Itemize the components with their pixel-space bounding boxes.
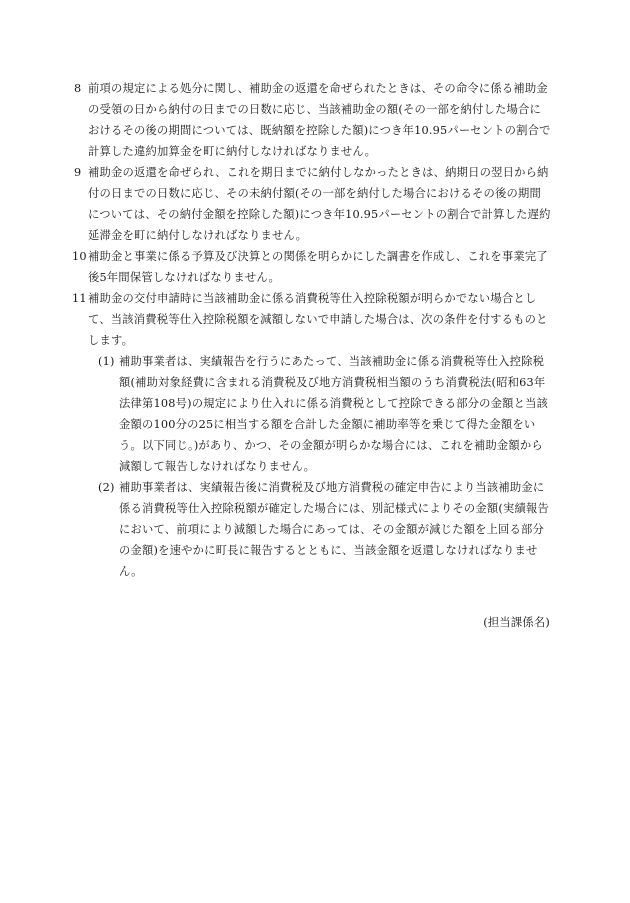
clause-number: 8 <box>74 82 82 95</box>
clause-text: 前項の規定による処分に関し、補助金の返還を命ぜられたときは、その命令に係る補助金の受領の日から納付の日までの日数に応じ、当該補助金の額(その一部を納付した場合におけるその後の期間については、既納額を控除した額)につき年10.95パーセントの割合で計算した違約加算金を町に納付しなければなりません。 <box>88 82 551 158</box>
subclause-number: (2) <box>98 481 115 494</box>
clause-8 <box>74 78 552 162</box>
subclause-1 <box>98 351 552 477</box>
subclause-text: 補助事業者は、実績報告を行うにあたって、当該補助金に係る消費税等仕入控除税額(補助対象経費に含まれる消費税及び地方消費税相当額のうち消費税法(昭和63年法律第108号)の規定により仕入れに係る消費税として控除できる部分の金額と当該金額の100分の25に相当する額を合計した金額に補助率等を乗じて得た金額をいう。以下同じ。)があり、かつ、その金額が明らかな場合には、これを補助金額から減額して報告しなければなりません。 <box>119 355 549 473</box>
subclause-text: 補助事業者は、実績報告後に消費税及び地方消費税の確定申告により当該補助金に係る消費税等仕入控除税額が確定した場合には、別記様式によりその金額(実績報告において、前項により減額した場合にあっては、その金額が減じた額を上回る部分の金額)を速やかに町長に報告するとともに、当該金額を返還しなければなりません。 <box>119 481 549 578</box>
clause-text: 補助金の返還を命ぜられ、これを期日までに納付しなかったときは、納期日の翌日から納付の日までの日数に応じ、その未納付額(その一部を納付した場合におけるその後の期間については、その納付金額を控除した額)につき年10.95パーセントの割合で計算した遅約延滞金を町に納付しなければなりません。 <box>88 166 551 242</box>
clause-10 <box>72 246 552 288</box>
subclause-number: (1) <box>98 355 115 368</box>
subclause-2 <box>98 477 552 582</box>
clause-text: 補助金と事業に係る予算及び決算との関係を明らかにした調書を作成し、これを事業完了後5年間保管しなければなりません。 <box>88 250 548 284</box>
clause-text: 補助金の交付申請時に当該補助金に係る消費税等仕入控除税額が明らかでない場合として、当該消費税等仕入控除税額を減額しないで申請した場合は、次の条件を付するものとします。 <box>88 292 548 347</box>
clause-11 <box>72 288 552 351</box>
clause-number: 10 <box>72 250 87 263</box>
clause-number: 9 <box>74 166 82 179</box>
clause-number: 11 <box>72 292 87 305</box>
department-name: (担当課係名) <box>483 616 550 629</box>
clause-9 <box>74 162 552 246</box>
